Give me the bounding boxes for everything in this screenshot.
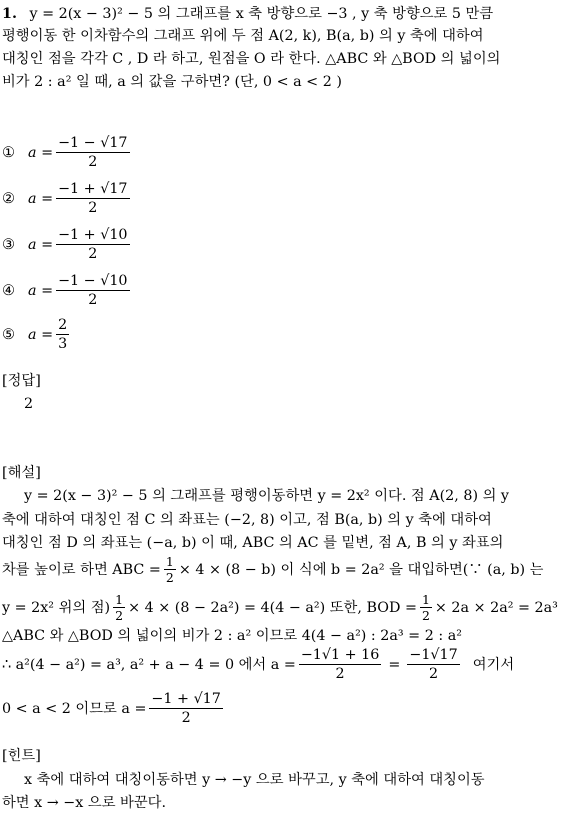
fraction-denominator: 2 xyxy=(429,666,439,682)
choice-marker: ③ xyxy=(2,236,15,253)
explanation-line-7 xyxy=(2,646,514,683)
explanation-text: 0 < a < 2 이므로 a = xyxy=(2,700,147,717)
fraction-numerator: −1√17 xyxy=(409,647,458,663)
fraction-denominator: 2 xyxy=(88,246,98,262)
explanation-label: [해설] xyxy=(2,465,41,481)
fraction-numerator: 1 xyxy=(421,592,430,607)
half-fraction xyxy=(420,592,432,623)
fraction-denominator: 2 xyxy=(335,666,345,682)
explanation-line-4 xyxy=(2,554,543,585)
explanation-line-2: 축에 대하여 대칭인 점 C 의 좌표는 (−2, 8) 이고, 점 B(a, b) 의 y 축에 대하여 xyxy=(2,512,492,528)
explanation-text: 차를 높이로 하면 ABC = xyxy=(2,561,161,578)
problem-line-1 xyxy=(2,4,493,24)
answer-value: 2 xyxy=(24,396,34,412)
explanation-text: × 2a × 2a² = 2a³ xyxy=(434,599,558,616)
explanation-text: = xyxy=(388,656,401,673)
hint-label: [힌트] xyxy=(2,748,41,764)
explanation-text: y = 2x² 위의 점) xyxy=(2,599,111,616)
problem-line-4: 비가 2 : a² 일 때, a 의 값을 구하면? (단, 0 < a < 2 ) xyxy=(2,74,342,90)
fraction-denominator: 2 xyxy=(421,608,430,623)
answer-label: [정답] xyxy=(2,373,41,389)
explanation-text: ∴ a²(4 − a²) = a³, a² + a − 4 = 0 에서 a = xyxy=(2,656,296,673)
choice-marker: ② xyxy=(2,190,15,207)
choice-prefix: a = xyxy=(28,236,54,253)
choice-prefix: a = xyxy=(28,190,54,207)
explanation-line-1: y = 2(x − 3)² − 5 의 그래프를 평행이동하면 y = 2x² 이다. 점 A(2, 8) 의 y xyxy=(24,488,510,504)
fraction-denominator: 2 xyxy=(88,200,98,216)
choice-fraction xyxy=(56,272,129,309)
choice-fraction xyxy=(56,134,129,171)
problem-line-3: 대칭인 점을 각각 C , D 라 하고, 원점을 O 라 한다. △ABC 와 △BOD 의 넓이의 xyxy=(2,51,501,67)
explanation-text: × 4 × (8 − 2a²) = 4(4 − a²) 또한, BOD = xyxy=(128,599,417,616)
problem-line-2: 평행이동 한 이차함수의 그래프 위에 두 점 A(2, k), B(a, b) 의 y 축에 대하여 xyxy=(2,28,484,44)
fraction-denominator: 2 xyxy=(88,292,98,308)
choice-2[interactable] xyxy=(2,180,133,217)
fraction-numerator: −1 + √17 xyxy=(151,691,221,707)
fraction-numerator: −1 + √10 xyxy=(58,227,128,243)
choice-1[interactable] xyxy=(2,134,133,171)
hint-line-1: x 축에 대하여 대칭이동하면 y → −y 으로 바꾸고, y 축에 대하여 대칭이동 xyxy=(24,772,485,788)
fraction-denominator: 2 xyxy=(165,570,174,585)
hint-line-2: 하면 x → −x 으로 바꾼다. xyxy=(2,795,167,811)
fraction-numerator: −1 − √10 xyxy=(58,273,128,289)
solution-fraction-2 xyxy=(407,646,459,683)
fraction-numerator: −1 + √17 xyxy=(58,181,128,197)
choice-fraction xyxy=(56,180,129,217)
fraction-numerator: 2 xyxy=(58,317,68,333)
fraction-numerator: 1 xyxy=(115,592,124,607)
fraction-denominator: 3 xyxy=(58,336,68,352)
choice-fraction xyxy=(56,316,69,353)
explanation-line-5 xyxy=(2,592,558,623)
choice-fraction xyxy=(56,226,129,263)
explanation-line-3: 대칭인 점 D 의 좌표는 (−a, b) 이 때, ABC 의 AC 를 밑변, 점 A, B 의 y 좌표의 xyxy=(2,535,504,551)
fraction-numerator: −1√1 + 16 xyxy=(300,647,380,663)
final-fraction xyxy=(149,690,222,727)
explanation-text: 여기서 xyxy=(472,656,515,673)
choice-prefix: a = xyxy=(28,282,54,299)
choice-prefix: a = xyxy=(28,144,54,161)
problem-text-1: y = 2(x − 3)² − 5 의 그래프를 x 축 방향으로 −3 , y 축 방향으로 5 만큼 xyxy=(29,6,494,22)
solution-fraction-1 xyxy=(299,646,382,683)
explanation-line-6: △ABC 와 △BOD 의 넓이의 비가 2 : a² 이므로 4(4 − a²) : 2a³ = 2 : a² xyxy=(2,628,462,644)
fraction-numerator: −1 − √17 xyxy=(58,135,128,151)
choice-5[interactable] xyxy=(2,316,72,353)
choice-marker: ④ xyxy=(2,282,15,299)
problem-number: 1. xyxy=(2,6,17,22)
explanation-line-8 xyxy=(2,690,226,727)
fraction-numerator: 1 xyxy=(165,554,174,569)
explanation-text: × 4 × (8 − b) 이 식에 b = 2a² 을 대입하면(∵ (a, b) 는 xyxy=(178,561,544,578)
fraction-denominator: 2 xyxy=(88,154,98,170)
choice-prefix: a = xyxy=(28,326,54,343)
half-fraction xyxy=(113,592,125,623)
choice-marker: ⑤ xyxy=(2,326,15,343)
half-fraction xyxy=(164,554,176,585)
choice-3[interactable] xyxy=(2,226,133,263)
fraction-denominator: 2 xyxy=(181,710,191,726)
fraction-denominator: 2 xyxy=(115,608,124,623)
choice-marker: ① xyxy=(2,144,15,161)
choice-4[interactable] xyxy=(2,272,133,309)
